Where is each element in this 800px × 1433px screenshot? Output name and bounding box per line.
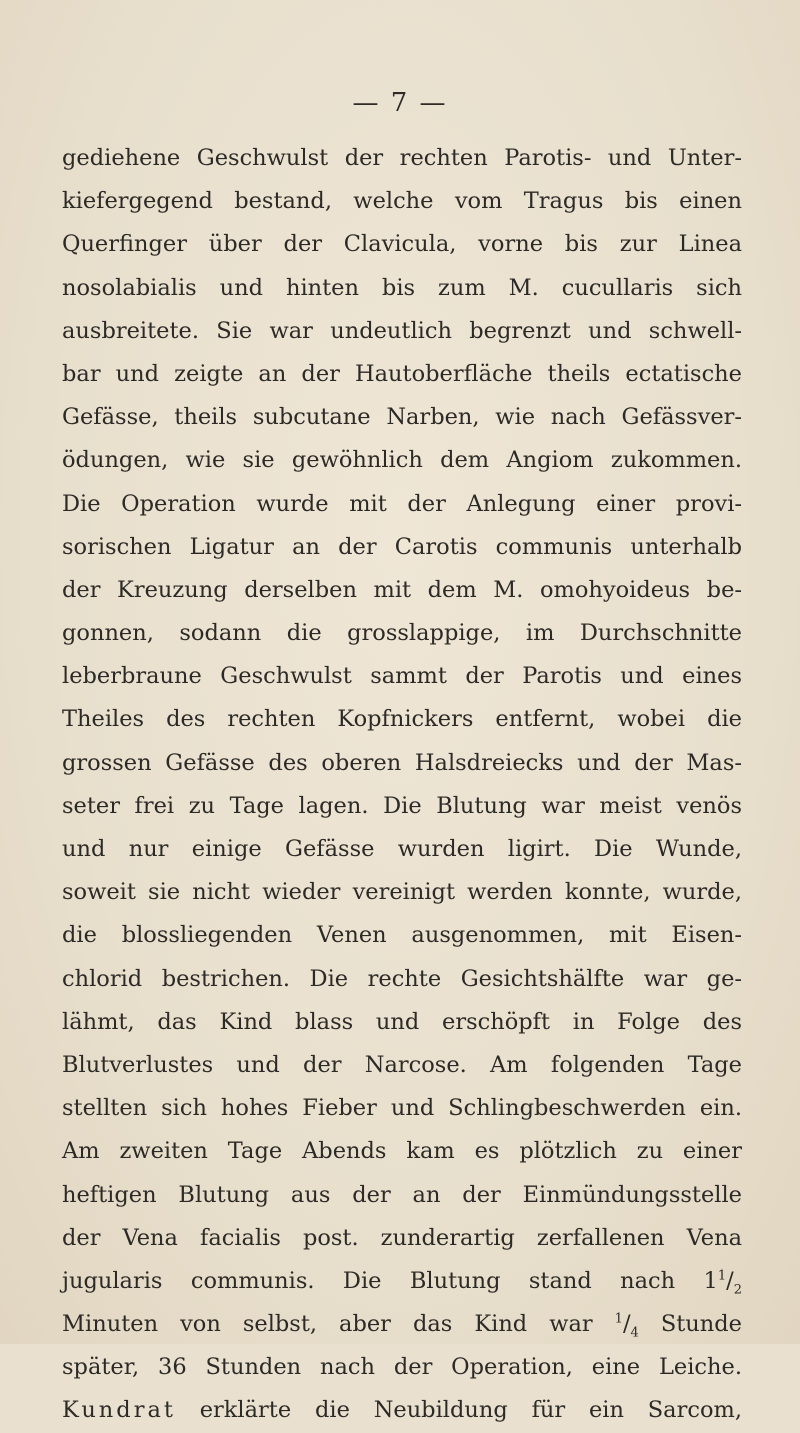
author-name: Kundrat <box>62 1397 176 1424</box>
text-line: seter frei zu Tage lagen. Die Blutung war meist venös <box>62 792 742 819</box>
text-line: nosolabialis und hinten bis zum M. cucullaris sich <box>62 274 742 301</box>
text-line: chlorid bestrichen. Die rechte Gesichtshälfte war ge- <box>62 965 742 992</box>
text-line: heftigen Blutung aus der an der Einmündungsstelle <box>62 1181 742 1208</box>
text-line: grossen Gefässe des oberen Halsdreiecks und der Mas- <box>62 749 742 776</box>
text-segment: Stunde <box>638 1311 742 1338</box>
text-line: gediehene Geschwulst der rechten Parotis- und Unter- <box>62 145 742 171</box>
text-line: kiefergegend bestand, welche vom Tragus bis einen <box>62 188 742 215</box>
page-number: — 7 — <box>352 88 448 118</box>
text-line: soweit sie nicht wieder vereinigt werden konnte, wurde, <box>62 879 742 906</box>
text-line: ödungen, wie sie gewöhnlich dem Angiom zukommen. <box>62 447 742 474</box>
text-line: gonnen, sodann die grosslappige, im Durchschnitte <box>62 620 742 647</box>
text-line-fraction-quarter: Minuten von selbst, aber das Kind war $^1/_4$ Stunde <box>62 1311 742 1341</box>
text-line: später, 36 Stunden nach der Operation, eine Leiche. <box>62 1354 742 1381</box>
body-text <box>62 137 742 1433</box>
text-segment: erklärte die Neubildung für ein Sarcom, <box>175 1397 742 1424</box>
text-line: lähmt, das Kind blass und erschöpft in Folge des <box>62 1008 742 1035</box>
text-line: stellten sich hohes Fieber und Schlingbeschwerden ein. <box>62 1095 742 1122</box>
text-line: Gefässe, theils subcutane Narben, wie nach Gefässver- <box>62 404 742 431</box>
fraction-numerator: 1 <box>614 1311 623 1327</box>
text-segment: Minuten von selbst, aber das Kind war <box>62 1311 615 1338</box>
text-line-last <box>62 1389 742 1432</box>
text-line: bar und zeigte an der Hautoberfläche theils ectatische <box>62 360 742 387</box>
fraction-denominator: 4 <box>630 1325 639 1341</box>
text-segment: jugularis communis. Die Blutung stand nach 1 <box>62 1267 718 1294</box>
text-line: Die Operation wurde mit der Anlegung einer provi- <box>62 490 742 517</box>
text-line: leberbraune Geschwulst sammt der Parotis und eines <box>62 663 742 690</box>
text-line: Am zweiten Tage Abends kam es plötzlich zu einer <box>62 1138 742 1165</box>
fraction-denominator: 2 <box>733 1282 742 1298</box>
text-line: der Kreuzung derselben mit dem M. omohyoideus be- <box>62 576 742 603</box>
text-line: Theiles des rechten Kopfnickers entfernt, wobei die <box>62 706 742 733</box>
text-line: sorischen Ligatur an der Carotis communis unterhalb <box>62 533 742 560</box>
text-line: Querfinger über der Clavicula, vorne bis zur Linea <box>62 231 742 258</box>
text-line-fraction-half: jugularis communis. Die Blutung stand nach $1^1/_2$ <box>62 1267 742 1298</box>
text-line: und nur einige Gefässe wurden ligirt. Die Wunde, <box>62 836 742 862</box>
text-line: Blutverlustes und der Narcose. Am folgenden Tage <box>62 1051 742 1078</box>
fraction-numerator: 1 <box>717 1268 727 1284</box>
text-line: die blossliegenden Venen ausgenommen, mit Eisen- <box>62 922 742 949</box>
text-line: ausbreitete. Sie war undeutlich begrenzt und schwell- <box>62 317 742 344</box>
text-line: der Vena facialis post. zunderartig zerfallenen Vena <box>62 1224 742 1251</box>
